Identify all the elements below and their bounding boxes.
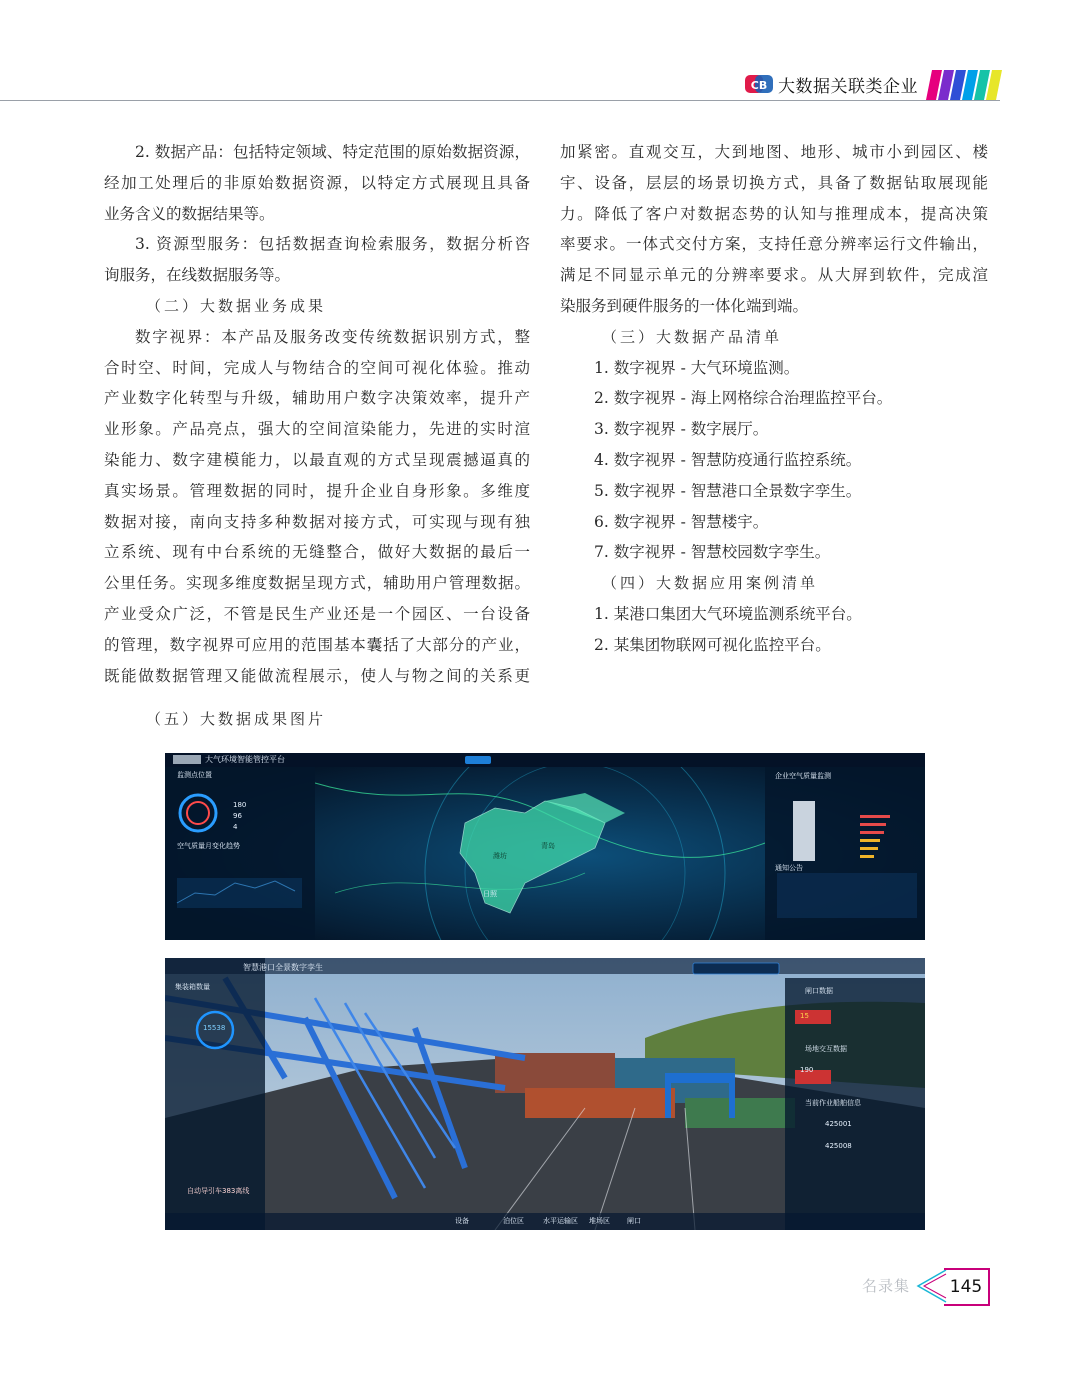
product-item: 7. 数字视界 - 智慧校园数字孪生。 xyxy=(594,543,831,562)
para-interaction-4: 率要求。一体式交付方案，支持任意分辨率运行文件输出， xyxy=(560,235,988,254)
page-number: 145 xyxy=(944,1268,990,1306)
para-resource-service-2: 询服务，在线数据服务等。 xyxy=(104,266,291,285)
chart-air-quality-trend: 空气质量月变化趋势 xyxy=(177,842,240,850)
para-digital-vision-8: 立系统、现有中台系统的无缝整合，做好大数据的最后一 xyxy=(104,543,530,562)
para-data-products-3: 业务含义的数据结果等。 xyxy=(104,204,275,223)
para-digital-vision-10: 产业受众广泛，不管是民生产业还是一个园区、一台设备 xyxy=(104,604,530,623)
stat-value: 96 xyxy=(233,812,242,820)
panel-container-count: 集装箱数量 xyxy=(175,983,210,991)
panel-gate-data: 闸口数据 xyxy=(805,987,833,995)
nav-tab[interactable]: 堆场区 xyxy=(589,1217,610,1225)
section-heading-4: （四）大数据应用案例清单 xyxy=(602,574,819,593)
nav-tab[interactable]: 水平运输区 xyxy=(543,1217,578,1225)
nav-tab[interactable]: 泊位区 xyxy=(503,1217,524,1225)
para-interaction-6: 染服务到硬件服务的一体化端到端。 xyxy=(560,296,809,315)
alert-message: 自动导引车383离线 xyxy=(187,1187,250,1195)
vessel-value: 425008 xyxy=(825,1142,852,1150)
yard-value: 190 xyxy=(800,1066,814,1074)
logo-text: CB xyxy=(750,79,768,92)
panel-vessel-info: 当前作业船舶信息 xyxy=(805,1099,861,1107)
product-item: 5. 数字视界 - 智慧港口全景数字孪生。 xyxy=(594,481,862,500)
product-item: 1. 数字视界 - 大气环境监测。 xyxy=(594,358,800,377)
header-title: 大数据关联类企业 xyxy=(778,77,918,97)
section-heading-3: （三）大数据产品清单 xyxy=(602,327,783,346)
product-item: 2. 数字视界 - 海上网格综合治理监控平台。 xyxy=(594,389,893,408)
para-digital-vision-5: 染能力、数字建模能力，以最直观的方式呈现震撼逼真的 xyxy=(104,450,530,469)
para-digital-vision-12: 既能做数据管理又能做流程展示，使人与物之间的关系更 xyxy=(104,666,530,685)
map-label: 日照 xyxy=(483,890,497,898)
right-column xyxy=(560,137,988,661)
para-digital-vision-2: 合时空、时间，完成人与物结合的空间可视化体验。推动 xyxy=(104,358,530,377)
product-item: 6. 数字视界 - 智慧楼宇。 xyxy=(594,512,769,531)
header-rule xyxy=(0,100,1000,101)
stat-value: 4 xyxy=(233,823,238,831)
section-heading-2: （二）大数据业务成果 xyxy=(146,296,327,315)
logo-icon xyxy=(744,72,774,96)
section-heading-5: （五）大数据成果图片 xyxy=(146,710,327,728)
panel-enterprise-air-quality: 企业空气质量监测 xyxy=(775,772,831,780)
nav-tab[interactable]: 闸口 xyxy=(627,1217,641,1225)
left-column xyxy=(104,137,530,691)
header-stripes xyxy=(926,70,1002,100)
para-data-products-2: 经加工处理后的非原始数据资源，以特定方式展现且具备 xyxy=(104,173,530,192)
port-title: 智慧港口全景数字孪生 xyxy=(243,963,323,972)
para-digital-vision-11: 的管理，数字视界可应用的范围基本囊括了大部分的产业， xyxy=(104,635,530,654)
panel-yard-data: 场地交互数据 xyxy=(805,1045,847,1053)
product-item: 4. 数字视界 - 智慧防疫通行监控系统。 xyxy=(594,450,862,469)
panel-monitoring-points: 监测点位置 xyxy=(177,771,212,779)
gate-value: 15 xyxy=(800,1012,809,1020)
case-item: 1. 某港口集团大气环境监测系统平台。 xyxy=(594,604,862,623)
para-interaction-2: 宇、设备，层层的场景切换方式，具备了数据钻取展现能 xyxy=(560,173,988,192)
case-item: 2. 某集团物联网可视化监控平台。 xyxy=(594,635,831,654)
para-resource-service: 3. 资源型服务：包括数据查询检索服务，数据分析咨 xyxy=(135,235,530,254)
panel-notice: 通知公告 xyxy=(775,864,803,872)
para-digital-vision-6: 真实场景。管理数据的同时，提升企业自身形象。多维度 xyxy=(104,481,530,500)
para-interaction-5: 满足不同显示单元的分辨率要求。从大屏到软件，完成渲 xyxy=(560,266,988,285)
para-digital-vision-1: 数字视界：本产品及服务改变传统数据识别方式，整 xyxy=(135,327,530,346)
para-digital-vision-3: 产业数字化转型与升级，辅助用户数字决策效率，提升产 xyxy=(104,389,530,408)
vessel-value: 425001 xyxy=(825,1120,852,1128)
dashboard-title: 大气环境智能管控平台 xyxy=(205,755,285,764)
para-interaction-1: 加紧密。直观交互，大到地图、地形、城市小到园区、楼 xyxy=(560,143,988,161)
nav-tab[interactable]: 设备 xyxy=(455,1217,469,1225)
para-digital-vision-7: 数据对接，南向支持多种数据对接方式，可实现与现有独 xyxy=(104,512,530,531)
para-data-products: 2. 数据产品：包括特定领域、特定范围的原始数据资源， xyxy=(135,143,530,161)
para-digital-vision-9: 公里任务。实现多维度数据呈现方式，辅助用户管理数据。 xyxy=(104,574,530,593)
container-count-value: 15538 xyxy=(203,1024,226,1032)
para-interaction-3: 力。降低了客户对数据态势的认知与推理成本，提高决策 xyxy=(560,204,988,223)
map-label: 潍坊 xyxy=(493,852,507,860)
product-item: 3. 数字视界 - 数字展厅。 xyxy=(594,420,769,439)
port-graphic xyxy=(165,958,925,1230)
para-digital-vision-4: 业形象。产品亮点，强大的空间渲染能力，先进的实时渲 xyxy=(104,420,530,439)
map-label: 青岛 xyxy=(541,842,555,850)
stat-value: 180 xyxy=(233,801,247,809)
footer-label: 名录集 xyxy=(862,1277,911,1295)
screenshot-environment-dashboard xyxy=(165,753,925,940)
screenshot-port-digital-twin xyxy=(165,958,925,1230)
